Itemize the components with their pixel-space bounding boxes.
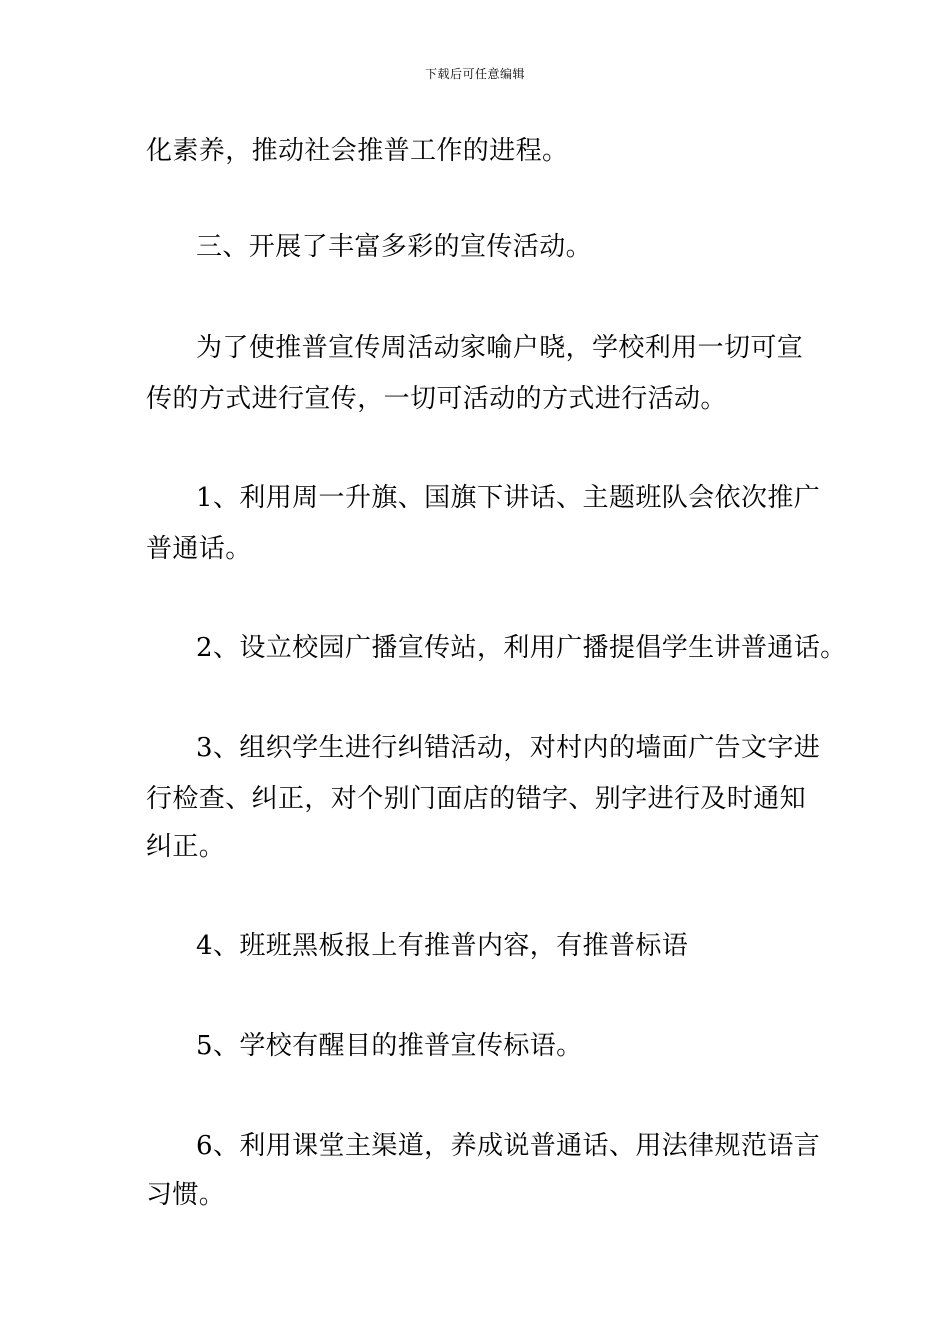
section-heading: 三、开展了丰富多彩的宣传活动。 xyxy=(196,232,593,262)
list-item-line: 1、利用周一升旗、国旗下讲话、主题班队会依次推广 xyxy=(196,483,821,513)
list-item-line: 习惯。 xyxy=(146,1180,226,1210)
list-item-line: 纠正。 xyxy=(146,832,226,862)
list-item-line: 2、设立校园广播宣传站，利用广播提倡学生讲普通话。 xyxy=(196,633,847,663)
paragraph-line: 传的方式进行宣传，一切可活动的方式进行活动。 xyxy=(146,384,727,414)
list-item-line: 6、利用课堂主渠道，养成说普通话、用法律规范语言 xyxy=(196,1131,821,1161)
paragraph-line: 为了使推普宣传周活动家喻户晓，学校利用一切可宣 xyxy=(196,333,804,363)
list-item-line: 4、班班黑板报上有推普内容，有推普标语 xyxy=(196,931,689,961)
paragraph-line: 化素养，推动社会推普工作的进程。 xyxy=(146,136,569,166)
list-item-line: 3、组织学生进行纠错活动，对村内的墙面广告文字进 xyxy=(196,733,821,763)
page-header: 下载后可任意编辑 xyxy=(424,67,525,81)
list-item-line: 5、学校有醒目的推普宣传标语。 xyxy=(196,1031,583,1061)
list-item-line: 普通话。 xyxy=(146,534,252,564)
list-item-line: 行检查、纠正，对个别门面店的错字、别字进行及时通知 xyxy=(146,784,807,814)
